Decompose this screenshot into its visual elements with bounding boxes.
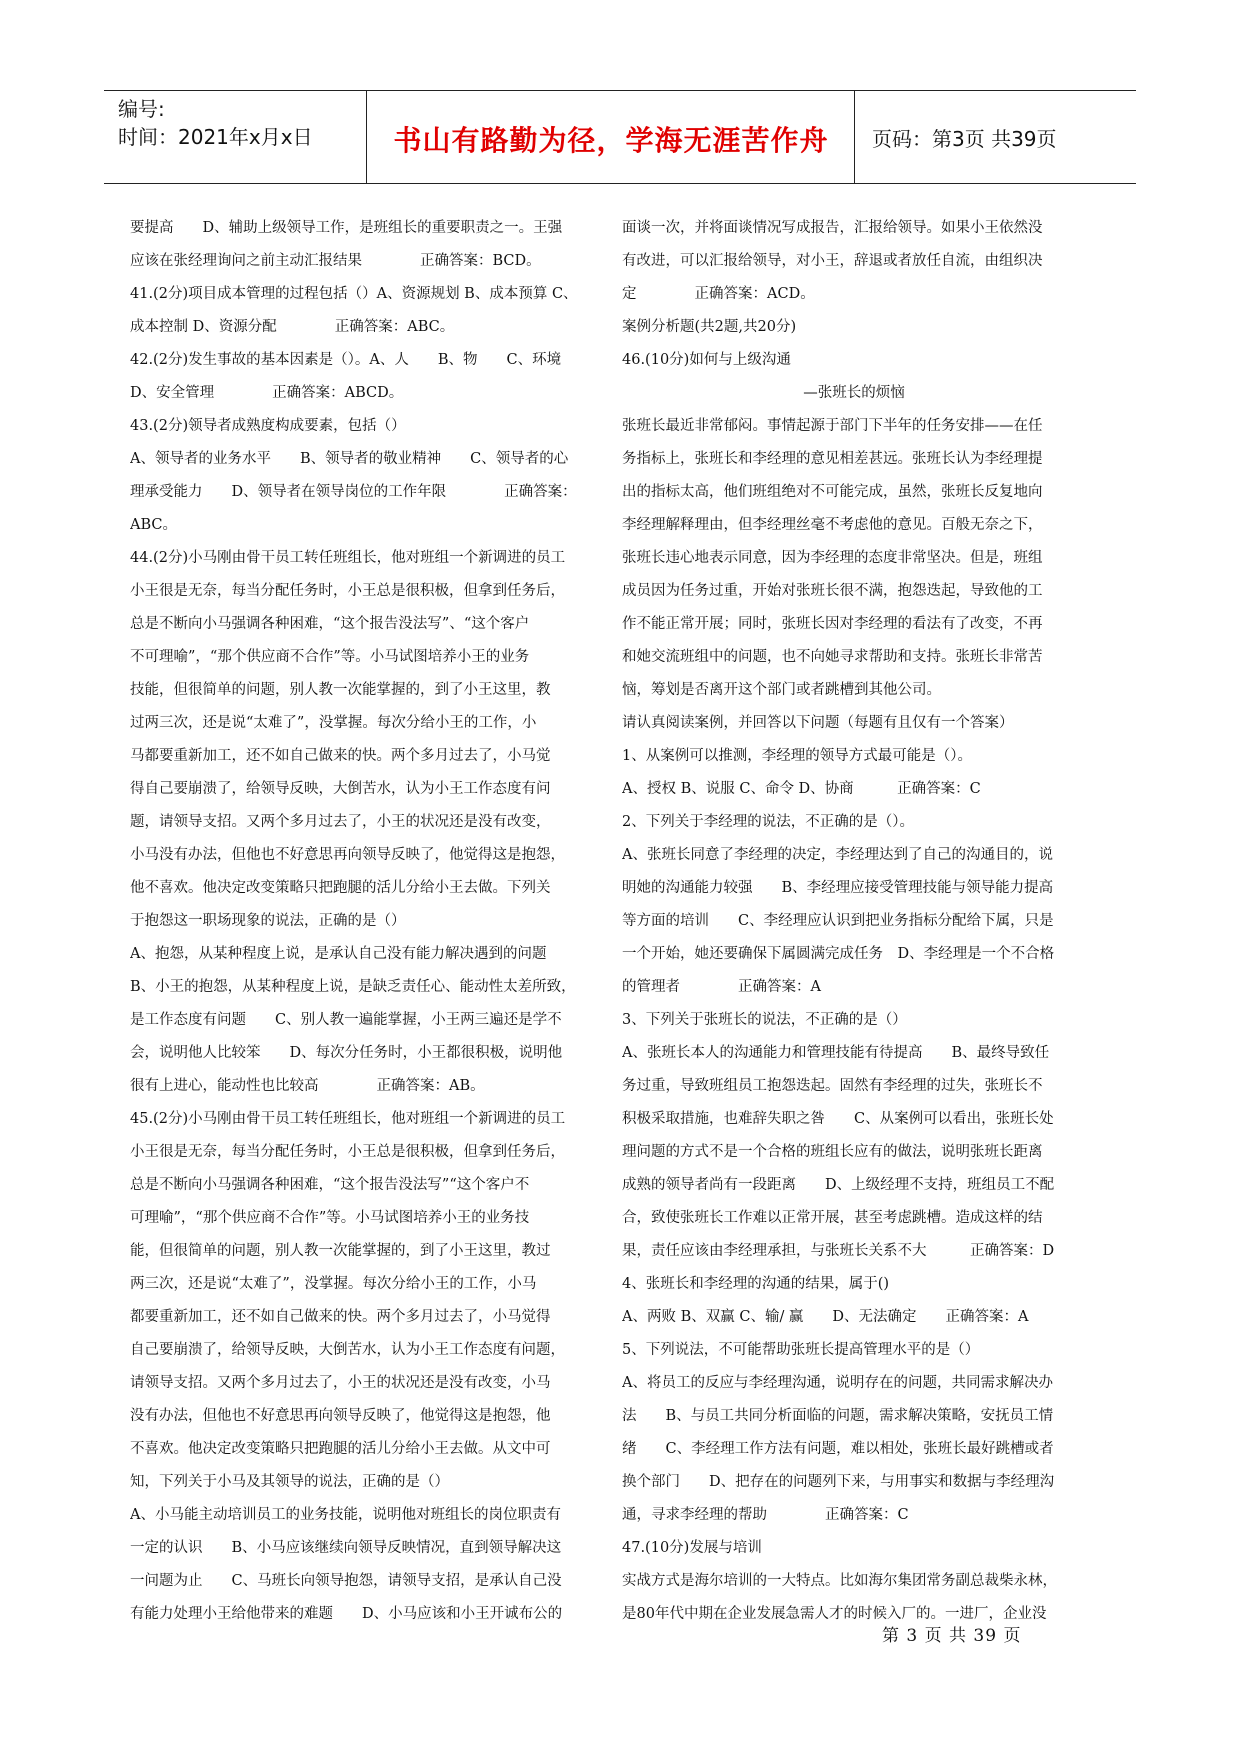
text-line: 面谈一次，并将面谈情况写成报告，汇报给领导。如果小王依然没: [622, 220, 1043, 236]
time-label: 时间：2021年x月x日: [118, 125, 313, 149]
text-line: 2、下列关于李经理的说法，不正确的是（）。: [622, 814, 914, 830]
text-line: 45.(2分)小马刚由骨干员工转任班组长，他对班组一个新调进的员工: [130, 1111, 566, 1127]
text-line: 成熟的领导者尚有一段距离 D、上级经理不支持，班组员工不配: [622, 1177, 1055, 1193]
text-line: 小马没有办法，但他也不好意思再向领导反映了，他觉得这是抱怨，: [130, 847, 565, 863]
text-line: 一个开始，她还要确保下属圆满完成任务 D、李经理是一个不合格: [622, 946, 1055, 962]
text-line: 他不喜欢。他决定改变策略只把跑腿的活儿分给小王去做。下列关: [130, 880, 551, 896]
text-line: 有改进，可以汇报给领导，对小王，辞退或者放任自流，由组织决: [622, 253, 1043, 269]
text-line: —张班长的烦恼: [803, 385, 905, 401]
text-line: A、两败 B、双赢 C、输/ 赢 D、无法确定 正确答案：A: [622, 1309, 1029, 1325]
header-meta: [118, 95, 313, 151]
text-line: 积极采取措施，也难辞失职之咎 C、从案例可以看出，张班长处: [622, 1111, 1054, 1127]
text-line: 一定的认识 B、小马应该继续向领导反映情况，直到领导解决这: [130, 1540, 562, 1556]
text-line: 果，责任应该由李经理承担，与张班长关系不大 正确答案：D: [622, 1243, 1055, 1259]
page-info: 页码：第3页 共39页: [872, 127, 1057, 151]
text-line: 等方面的培训 C、李经理应认识到把业务指标分配给下属，只是: [622, 913, 1054, 929]
text-line: 务指标上，张班长和李经理的意见相差甚远。张班长认为李经理提: [622, 451, 1043, 467]
page-header: [104, 90, 1136, 184]
text-line: 法 B、与员工共同分析面临的问题，需求解决策略，安抚员工情: [622, 1408, 1054, 1424]
text-line: 42.(2分)发生事故的基本因素是（）。A、人 B、物 C、环境: [130, 352, 562, 368]
text-line: 总是不断向小马强调各种困难，“这个报告没法写”、“这个客户: [130, 616, 530, 632]
text-line: 理承受能力 D、领导者在领导岗位的工作年限 正确答案：: [130, 484, 577, 500]
header-divider: [854, 91, 855, 183]
text-line: A、领导者的业务水平 B、领导者的敬业精神 C、领导者的心: [130, 451, 569, 467]
text-line: 43.(2分)领导者成熟度构成要素，包括（）: [130, 418, 406, 434]
text-line: 5、下列说法，不可能帮助张班长提高管理水平的是（）: [622, 1342, 980, 1358]
text-line: A、授权 B、说服 C、命令 D、协商 正确答案：C: [622, 781, 981, 797]
left-column: [130, 212, 589, 1631]
text-line: B、小王的抱怨，从某种程度上说，是缺乏责任心、能动性太差所致，: [130, 979, 576, 995]
text-line: 小王很是无奈，每当分配任务时，小王总是很积极，但拿到任务后，: [130, 1144, 565, 1160]
header-divider: [366, 91, 367, 183]
text-line: 46.(10分)如何与上级沟通: [622, 352, 791, 368]
text-line: 不可理喻”，“那个供应商不合作”等。小马试图培养小王的业务: [130, 649, 530, 665]
text-line: 会，说明他人比较笨 D、每次分任务时，小王都很积极，说明他: [130, 1045, 563, 1061]
text-line: 作不能正常开展；同时，张班长因对李经理的看法有了改变，不再: [622, 616, 1043, 632]
text-line: 马都要重新加工，还不如自己做来的快。两个多月过去了，小马觉: [130, 748, 551, 764]
text-line: 通，寻求李经理的帮助 正确答案：C: [622, 1507, 909, 1523]
text-line: ABC。: [130, 517, 177, 533]
text-line: 请认真阅读案例，并回答以下问题（每题有且仅有一个答案）: [622, 715, 1014, 731]
text-line: 出的指标太高，他们班组绝对不可能完成，虽然，张班长反复地向: [622, 484, 1043, 500]
text-line: 知，下列关于小马及其领导的说法，正确的是（）: [130, 1474, 449, 1490]
text-line: A、小马能主动培训员工的业务技能，说明他对班组长的岗位职责有: [130, 1507, 561, 1523]
text-line: 于抱怨这一职场现象的说法，正确的是（）: [130, 913, 406, 929]
text-line: D、安全管理 正确答案：ABCD。: [130, 385, 404, 401]
text-line: 3、下列关于张班长的说法，不正确的是（）: [622, 1012, 907, 1028]
text-line: 要提高 D、辅助上级领导工作，是班组长的重要职责之一。王强: [130, 220, 563, 236]
text-line: 李经理解释理由，但李经理丝毫不考虑他的意见。百般无奈之下，: [622, 517, 1043, 533]
text-line: 自己要崩溃了，给领导反映，大倒苦水，认为小王工作态度有问题，: [130, 1342, 565, 1358]
text-line: 得自己要崩溃了，给领导反映，大倒苦水，认为小王工作态度有问: [130, 781, 551, 797]
text-line: 理问题的方式不是一个合格的班组长应有的做法，说明张班长距离: [622, 1144, 1043, 1160]
text-line: 定 正确答案：ACD。: [622, 286, 815, 302]
text-line: 张班长违心地表示同意，因为李经理的态度非常坚决。但是，班组: [622, 550, 1043, 566]
text-line: 请领导支招。又两个多月过去了，小王的状况还是没有改变，小马: [130, 1375, 551, 1391]
text-line: 明她的沟通能力较强 B、李经理应接受管理技能与领导能力提高: [622, 880, 1054, 896]
text-line: 能，但很简单的问题，别人教一次能掌握的，到了小王这里，教过: [130, 1243, 551, 1259]
text-line: 是工作态度有问题 C、别人教一遍能掌握，小王两三遍还是学不: [130, 1012, 562, 1028]
text-line: 4、张班长和李经理的沟通的结果，属于(): [622, 1276, 890, 1292]
text-line: 没有办法，但他也不好意思再向领导反映了，他觉得这是抱怨，他: [130, 1408, 551, 1424]
text-line: 的管理者 正确答案：A: [622, 979, 821, 995]
text-line: 成员因为任务过重，开始对张班长很不满，抱怨迭起，导致他的工: [622, 583, 1043, 599]
text-line: A、张班长本人的沟通能力和管理技能有待提高 B、最终导致任: [622, 1045, 1050, 1061]
text-line: 总是不断向小马强调各种困难，“这个报告没法写”“这个客户不: [130, 1177, 530, 1193]
text-line: 小王很是无奈，每当分配任务时，小王总是很积极，但拿到任务后，: [130, 583, 565, 599]
text-line: 41.(2分)项目成本管理的过程包括（）A、资源规划 B、成本预算 C、: [130, 286, 578, 302]
text-line: 很有上进心，能动性也比较高 正确答案：AB。: [130, 1078, 485, 1094]
text-line: 两三次，还是说“太难了”，没掌握。每次分给小王的工作，小马: [130, 1276, 537, 1292]
text-line: 过两三次，还是说“太难了”，没掌握。每次分给小王的工作，小: [130, 715, 537, 731]
text-line: 张班长最近非常郁闷。事情起源于部门下半年的任务安排——在任: [622, 418, 1043, 434]
text-line: A、将员工的反应与李经理沟通，说明存在的问题，共同需求解决办: [622, 1375, 1053, 1391]
text-line: A、抱怨，从某种程度上说，是承认自己没有能力解决遇到的问题: [130, 946, 547, 962]
text-line: 和她交流班组中的问题，也不向她寻求帮助和支持。张班长非常苦: [622, 649, 1043, 665]
text-line: 案例分析题(共2题,共20分): [622, 319, 797, 335]
text-line: A、张班长同意了李经理的决定，李经理达到了自己的沟通目的，说: [622, 847, 1053, 863]
page-footer: 第 3 页 共 39 页: [882, 1626, 1022, 1646]
text-line: 是80年代中期在企业发展急需人才的时候入厂的。一进厂，企业没: [622, 1606, 1047, 1622]
text-line: 应该在张经理询问之前主动汇报结果 正确答案：BCD。: [130, 253, 541, 269]
text-line: 技能，但很简单的问题，别人教一次能掌握的，到了小王这里，教: [130, 682, 551, 698]
text-line: 不喜欢。他决定改变策略只把跑腿的活儿分给小王去做。从文中可: [130, 1441, 551, 1457]
text-line: 合，致使张班长工作难以正常开展，甚至考虑跳槽。造成这样的结: [622, 1210, 1043, 1226]
text-line: 实战方式是海尔培训的一大特点。比如海尔集团常务副总裁柴永林，: [622, 1573, 1057, 1589]
text-line: 1、从案例可以推测，李经理的领导方式最可能是（）。: [622, 748, 972, 764]
motto: 书山有路勤为径，学海无涯苦作舟: [393, 124, 829, 157]
text-line: 一问题为止 C、马班长向领导抱怨，请领导支招，是承认自己没: [130, 1573, 562, 1589]
text-line: 44.(2分)小马刚由骨干员工转任班组长，他对班组一个新调进的员工: [130, 550, 566, 566]
right-column: [622, 212, 1086, 1631]
text-line: 有能力处理小王给他带来的难题 D、小马应该和小王开诚布公的: [130, 1606, 563, 1622]
text-line: 换个部门 D、把存在的问题列下来，与用事实和数据与李经理沟: [622, 1474, 1055, 1490]
text-line: 都要重新加工，还不如自己做来的快。两个多月过去了，小马觉得: [130, 1309, 551, 1325]
text-line: 题，请领导支招。又两个多月过去了，小王的状况还是没有改变，: [130, 814, 551, 830]
text-line: 47.(10分)发展与培训: [622, 1540, 762, 1556]
text-line: 务过重，导致班组员工抱怨迭起。固然有李经理的过失，张班长不: [622, 1078, 1043, 1094]
text-line: 成本控制 D、资源分配 正确答案：ABC。: [130, 319, 455, 335]
text-line: 绪 C、李经理工作方法有问题，难以相处，张班长最好跳槽或者: [622, 1441, 1054, 1457]
text-line: 可理喻”，“那个供应商不合作”等。小马试图培养小王的业务技: [130, 1210, 530, 1226]
text-line: 恼，筹划是否离开这个部门或者跳槽到其他公司。: [622, 682, 941, 698]
code-label: 编号:: [118, 97, 165, 121]
